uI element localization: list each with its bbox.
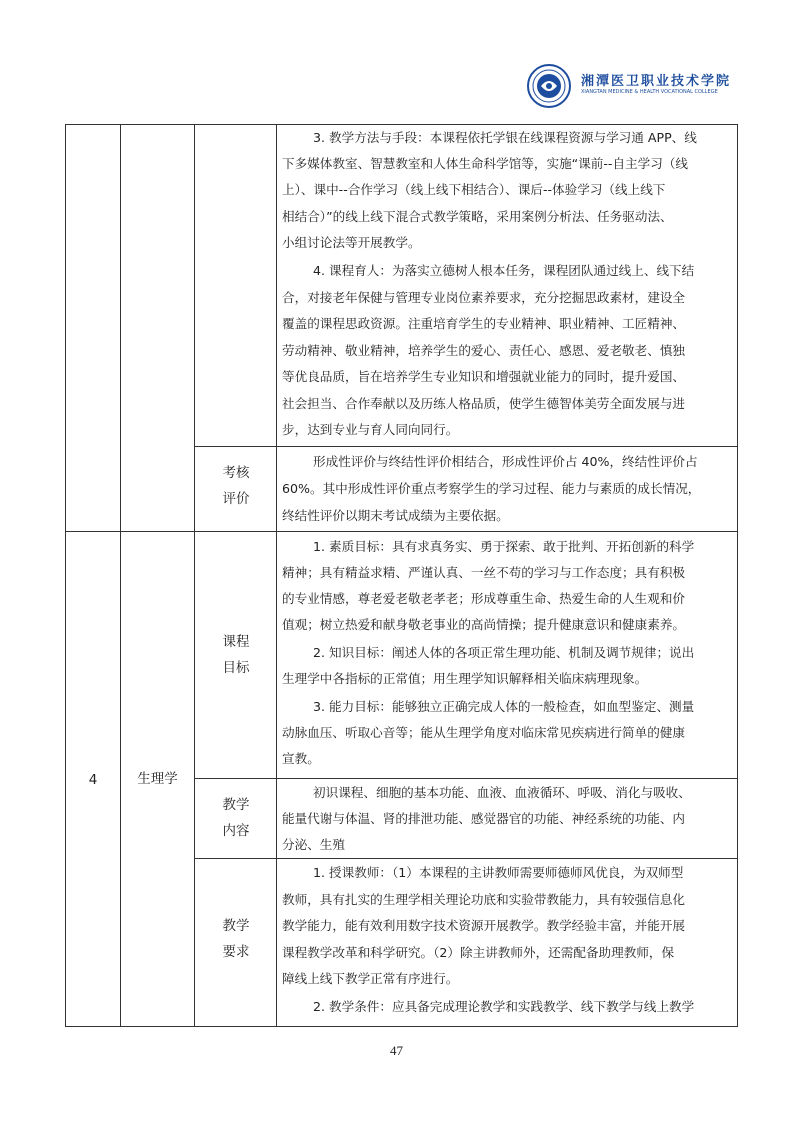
label-line: 要求 — [222, 944, 250, 960]
label-line: 目标 — [222, 660, 250, 676]
label-line: 内容 — [222, 823, 250, 839]
label-line: 评价 — [222, 491, 250, 507]
text-line: 合，对接老年保健与管理专业岗位素养要求，充分挖掘思政素材，建设全 — [282, 290, 685, 305]
text-line: 能量代谢与体温、肾的排泄功能、感觉器官的功能、神经系统的功能、内 — [282, 811, 685, 826]
text-line: 生理学中各指标的正常值；用生理学知识解释相关临床病理现象。 — [282, 671, 648, 686]
text-line: 1. 授课教师：（1）本课程的主讲教师需要师德师风优良，为双师型 — [313, 865, 684, 880]
text-line: 初识课程、细胞的基本功能、血液、血液循环、呼吸、消化与吸收、 — [313, 785, 691, 800]
text-line: 3. 能力目标：能够独立正确完成人体的一般检查，如血型鉴定、测量 — [313, 699, 695, 714]
text-line: 劳动精神、敬业精神，培养学生的爱心、责任心、感恩、爱老敬老、慎独 — [282, 343, 685, 358]
label-line: 课程 — [222, 634, 250, 650]
label-line: 教学 — [222, 797, 250, 813]
text-line: 社会担当、合作奉献以及历练人格品质，使学生德智体美劳全面发展与进 — [282, 396, 685, 411]
text-line: 课程教学改革和科学研究。（2）除主讲教师外，还需配备助理教师，保 — [282, 945, 675, 960]
text-line: 动脉血压、听取心音等；能从生理学角度对临床常见疾病进行简单的健康 — [282, 725, 685, 740]
label-line: 考核 — [222, 465, 250, 481]
college-name-en: XIANGTAN MEDICINE & HEALTH VOCATIONAL COLLEGE — [581, 89, 718, 95]
text-line: 宣教。 — [282, 751, 320, 766]
text-line: 下多媒体教室、智慧教室和人体生命科学馆等，实施“课前--自主学习（线 — [282, 156, 689, 171]
text-line: 2. 知识目标：阐述人体的各项正常生理功能、机制及调节规律；说出 — [313, 645, 695, 660]
text-line: 值观；树立热爱和献身敬老事业的高尚情操；提升健康意识和健康素养。 — [282, 617, 685, 632]
text-line: 形成性评价与终结性评价相结合，形成性评价占 40%，终结性评价占 — [313, 454, 698, 469]
text-line: 终结性评价以期末考试成绩为主要依据。 — [282, 508, 509, 523]
text-line: 相结合）”的线上线下混合式教学策略，采用案例分析法、任务驱动法、 — [282, 209, 673, 224]
text-line: 60%。其中形成性评价重点考察学生的学习过程、能力与素质的成长情况， — [282, 481, 701, 496]
course-number: 4 — [88, 772, 98, 788]
objectives-label — [196, 629, 276, 681]
text-line: 步，达到专业与育人同向同行。 — [282, 422, 459, 437]
text-line: 小组讨论法等开展教学。 — [282, 235, 421, 250]
text-line: 等优良品质，旨在培养学生专业知识和增强就业能力的同时，提升爱国、 — [282, 369, 685, 384]
course-name: 生理学 — [137, 771, 178, 787]
requirements-label — [196, 913, 276, 965]
text-line: 1. 素质目标：具有求真务实、勇于探索、敢于批判、开拓创新的科学 — [313, 539, 695, 554]
content-label — [196, 792, 276, 844]
text-line: 障线上线下教学正常有序进行。 — [282, 971, 459, 986]
text-line: 分泌、生殖 — [282, 837, 345, 852]
text-line: 上）、课中--合作学习（线上线下相结合）、课后--体验学习（线上线下 — [282, 182, 666, 197]
text-line: 的专业情感，尊老爱老敬老孝老；形成尊重生命、热爱生命的人生观和价 — [282, 591, 685, 606]
text-line: 教学能力，能有效利用数字技术资源开展教学。教学经验丰富，并能开展 — [282, 918, 685, 933]
text-line: 覆盖的课程思政资源。注重培育学生的专业精神、职业精神、工匠精神、 — [282, 316, 685, 331]
page-number: 47 — [390, 1043, 403, 1058]
text-line: 2. 教学条件：应具备完成理论教学和实践教学、线下教学与线上教学 — [313, 999, 695, 1014]
text-line: 3. 教学方法与手段：本课程依托学银在线课程资源与学习通 APP、线 — [313, 130, 697, 145]
college-name: 湘潭医卫职业技术学院 — [581, 74, 732, 89]
text-line: 4. 课程育人：为落实立德树人根本任务，课程团队通过线上、线下结 — [313, 263, 695, 278]
text-line: 教师，具有扎实的生理学相关理论功底和实验带教能力，具有较强信息化 — [282, 892, 685, 907]
text-line: 精神；具有精益求精、严谨认真、一丝不苟的学习与工作态度；具有积极 — [282, 565, 685, 580]
assessment-label — [196, 460, 276, 512]
label-line: 教学 — [222, 918, 250, 934]
